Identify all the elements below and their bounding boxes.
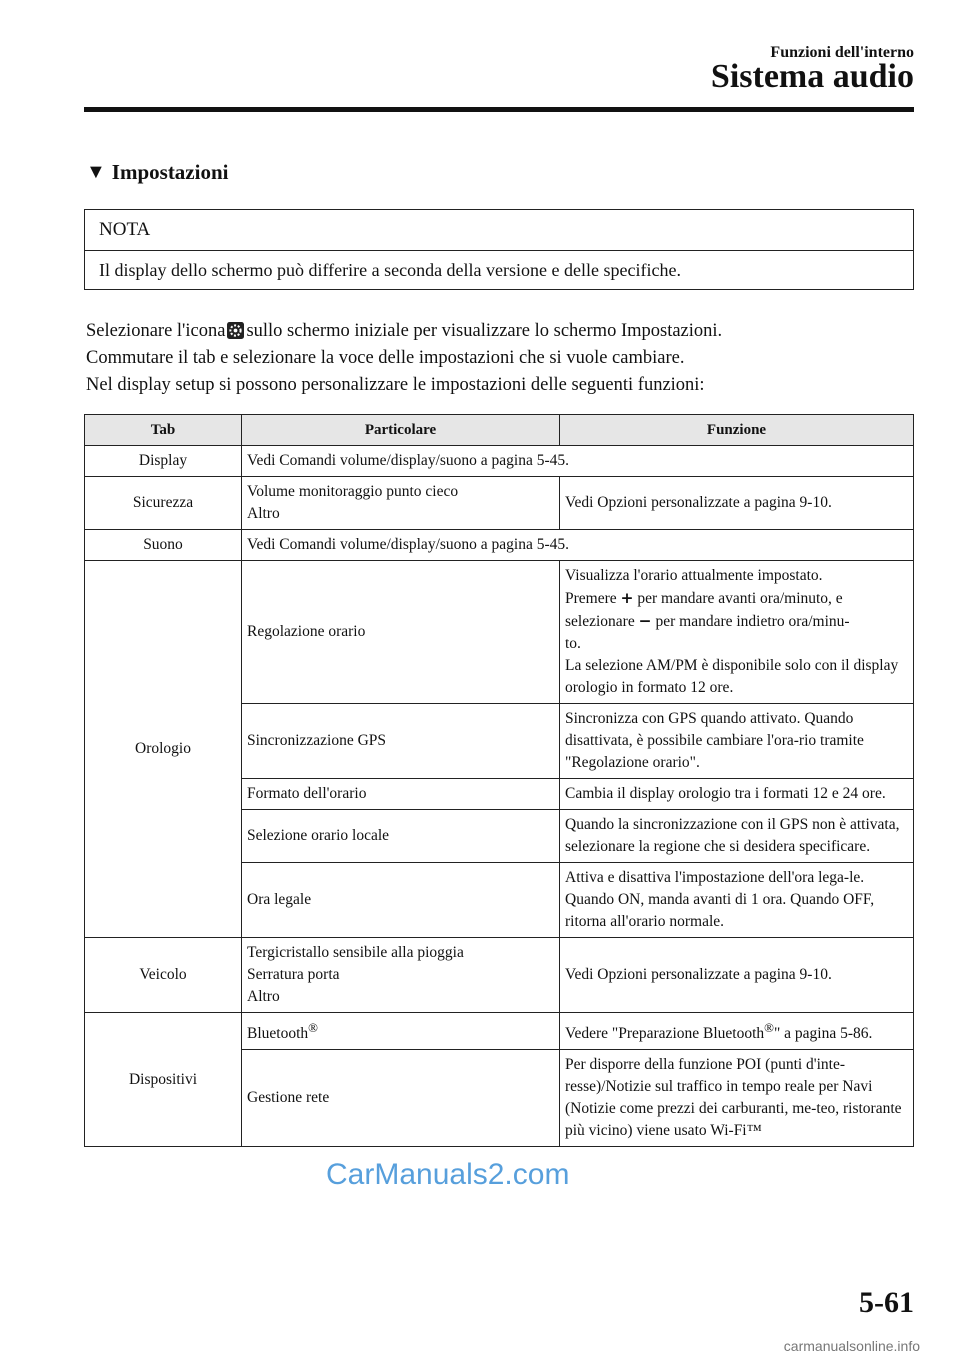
particolare-fragment: Bluetooth [247, 1025, 309, 1043]
header-section: Funzioni dell'interno [770, 44, 914, 61]
funzione-fragment: per mandare indietro ora/minu- [655, 613, 850, 630]
triangle-down-icon: ▼ [86, 161, 106, 183]
registered-mark: ® [308, 1020, 318, 1035]
col-header-funzione: Funzione [560, 415, 914, 446]
intro-line-1-end: sullo schermo iniziale per visualizzare lo schermo Impostazioni. [246, 321, 723, 341]
section-title-text: Impostazioni [111, 160, 229, 184]
particolare-cell: Sincronizzazione GPS [242, 704, 560, 779]
particolare-cell: Gestione rete [242, 1050, 560, 1147]
funzione-line: to. [565, 635, 581, 652]
funzione-fragment: " a pagina 5-86. [773, 1025, 873, 1043]
intro-line-1-start: Selezionare l'icona [86, 321, 226, 341]
nota-heading: NOTA [85, 210, 913, 251]
col-header-tab: Tab [85, 415, 242, 446]
particolare-cell [242, 938, 560, 1013]
particolare-cell: Ora legale [242, 863, 560, 938]
particolare-cell: Selezione orario locale [242, 810, 560, 863]
funzione-fragment: selezionare [565, 613, 635, 630]
table-row-orologio-1 [85, 561, 914, 704]
particolare-line: Volume monitoraggio punto cieco [247, 483, 459, 500]
table-row-suono [85, 530, 914, 561]
funzione-fragment: Premere [565, 590, 617, 607]
funzione-cell: Sincronizza con GPS quando attivato. Quando disattivata, è possibile cambiare l'ora-rio tramite "Regolazione orario". [560, 704, 914, 779]
settings-table [84, 414, 914, 1147]
tab-cell: Dispositivi [85, 1013, 242, 1147]
registered-mark: ® [764, 1020, 774, 1035]
funzione-cell: Vedi Opzioni personalizzate a pagina 9-10. [560, 477, 914, 530]
nota-text: Il display dello schermo può differire a seconda della versione e delle specifiche. [99, 260, 681, 280]
nota-box [84, 209, 914, 290]
funzione-line: La selezione AM/PM è disponibile solo con il display orologio in formato 12 ore. [565, 657, 899, 696]
funzione-cell: Cambia il display orologio tra i formati 12 e 24 ore. [560, 779, 914, 810]
intro-text [86, 318, 722, 399]
funzione-cell [560, 1013, 914, 1050]
particolare-cell [242, 477, 560, 530]
particolare-cell [242, 1013, 560, 1050]
description-cell: Vedi Comandi volume/display/suono a pagina 5-45. [242, 530, 914, 561]
particolare-line: Serratura porta [247, 966, 340, 983]
section-title [86, 160, 228, 185]
description-cell: Vedi Comandi volume/display/suono a pagina 5-45. [242, 446, 914, 477]
table-row-sicurezza [85, 477, 914, 530]
particolare-line: Tergicristallo sensibile alla pioggia [247, 944, 464, 961]
funzione-cell: Per disporre della funzione POI (punti d'inte-resse)/Notizie sul traffico in tempo reale per Navi (Notizie come prezzi dei carburanti, me-teo, ristorante più vicino) viene usato Wi-Fi™ [560, 1050, 914, 1147]
funzione-fragment: Vedere "Preparazione Bluetooth [565, 1025, 765, 1043]
particolare-cell: Formato dell'orario [242, 779, 560, 810]
plus-icon: + [620, 589, 634, 607]
particolare-line: Altro [247, 988, 280, 1005]
funzione-cell [560, 561, 914, 704]
tab-cell: Suono [85, 530, 242, 561]
watermark-footer: carmanualsonline.info [783, 1338, 920, 1354]
funzione-fragment: per mandare avanti ora/minuto, e [637, 590, 843, 607]
funzione-cell: Quando la sincronizzazione con il GPS non è attivata, selezionare la regione che si desidera specificare. [560, 810, 914, 863]
intro-line-2: Commutare il tab e selezionare la voce delle impostazioni che si vuole cambiare. [86, 348, 685, 368]
header-rule [84, 107, 914, 112]
minus-icon: − [638, 612, 652, 630]
funzione-line [565, 587, 908, 610]
table-row-display [85, 446, 914, 477]
table-row-veicolo [85, 938, 914, 1013]
tab-cell: Display [85, 446, 242, 477]
header-title: Sistema audio [710, 58, 914, 95]
funzione-line: Visualizza l'orario attualmente impostato. [565, 567, 823, 584]
page-number: 5-61 [859, 1286, 914, 1319]
intro-line-3: Nel display setup si possono personalizzare le impostazioni delle seguenti funzioni: [86, 375, 705, 395]
particolare-line: Altro [247, 505, 280, 522]
tab-cell: Veicolo [85, 938, 242, 1013]
watermark: CarManuals2.com [326, 1158, 570, 1191]
table-row-dispositivi-1 [85, 1013, 914, 1050]
tab-cell: Orologio [85, 561, 242, 938]
funzione-cell: Attiva e disattiva l'impostazione dell'ora lega-le. Quando ON, manda avanti di 1 ora. Quando OFF, ritorna all'orario normale. [560, 863, 914, 938]
table-header-row [85, 415, 914, 446]
col-header-particolare: Particolare [242, 415, 560, 446]
particolare-cell: Regolazione orario [242, 561, 560, 704]
intro-line-1 [86, 318, 722, 345]
funzione-line [565, 610, 908, 633]
funzione-cell: Vedi Opzioni personalizzate a pagina 9-10. [560, 938, 914, 1013]
tab-cell: Sicurezza [85, 477, 242, 530]
gear-icon [227, 322, 244, 339]
